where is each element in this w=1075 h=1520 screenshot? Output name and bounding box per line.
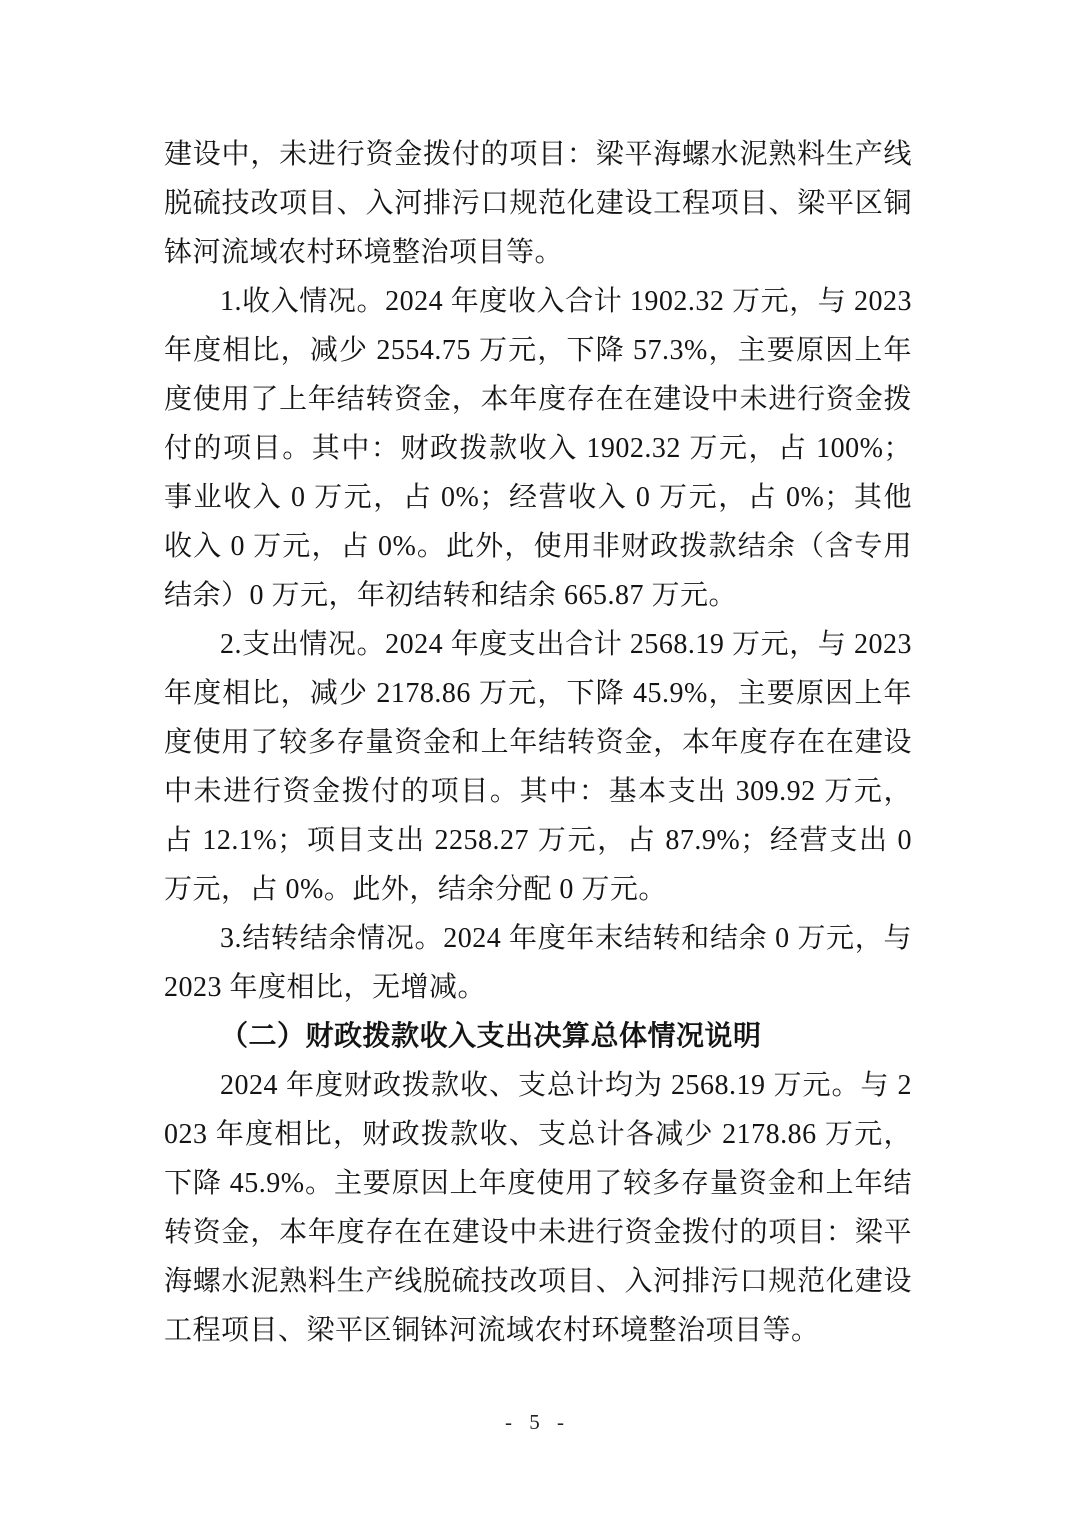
section-heading-fiscal-appropriation: （二）财政拨款收入支出决算总体情况说明 bbox=[220, 1021, 762, 1052]
paragraph-income-summary: 1.收入情况。2024 年度收入合计 1902.32 万元，与 2023 年度相比，减少 2554.75 万元，下降 57.3%，主要原因上年度使用了上年结转资金，本年度存在在建设中未进行资金拨付的项目。其中：财政拨款收入 1902.32 万元，占 100%；事业收入 0 万元，占 0%；经营收入 0 万元，占 0%；其他收入 0 万元，占 0%。此外，使用非财政拨款结余（含专用结余）0 万元，年初结转和结余 665.87 万元。 bbox=[164, 286, 912, 611]
paragraph-fiscal-appropriation-total: 2024 年度财政拨款收、支总计均为 2568.19 万元。与 2023 年度相比，财政拨款收、支总计各减少 2178.86 万元，下降 45.9%。主要原因上年度使用了较多存量资金和上年结转资金，本年度存在在建设中未进行资金拨付的项目：梁平海螺水泥熟料生产线脱硫技改项目、入河排污口规范化建设工程项目、梁平区铜钵河流域农村环境整治项目等。 bbox=[164, 1070, 912, 1346]
paragraph-continuation-projects: 建设中，未进行资金拨付的项目：梁平海螺水泥熟料生产线脱硫技改项目、入河排污口规范化建设工程项目、梁平区铜钵河流域农村环境整治项目等。 bbox=[164, 139, 912, 268]
paragraph-carryover-summary: 3.结转结余情况。2024 年度年末结转和结余 0 万元，与 2023 年度相比，无增减。 bbox=[164, 923, 912, 1003]
document-body bbox=[164, 130, 912, 1355]
paragraph-expenditure-summary: 2.支出情况。2024 年度支出合计 2568.19 万元，与 2023 年度相比，减少 2178.86 万元，下降 45.9%，主要原因上年度使用了较多存量资金和上年结转资金，本年度存在在建设中未进行资金拨付的项目。其中：基本支出 309.92 万元，占 12.1%；项目支出 2258.27 万元，占 87.9%；经营支出 0 万元，占 0%。此外，结余分配 0 万元。 bbox=[164, 629, 912, 905]
page-number: - 5 - bbox=[505, 1410, 570, 1434]
